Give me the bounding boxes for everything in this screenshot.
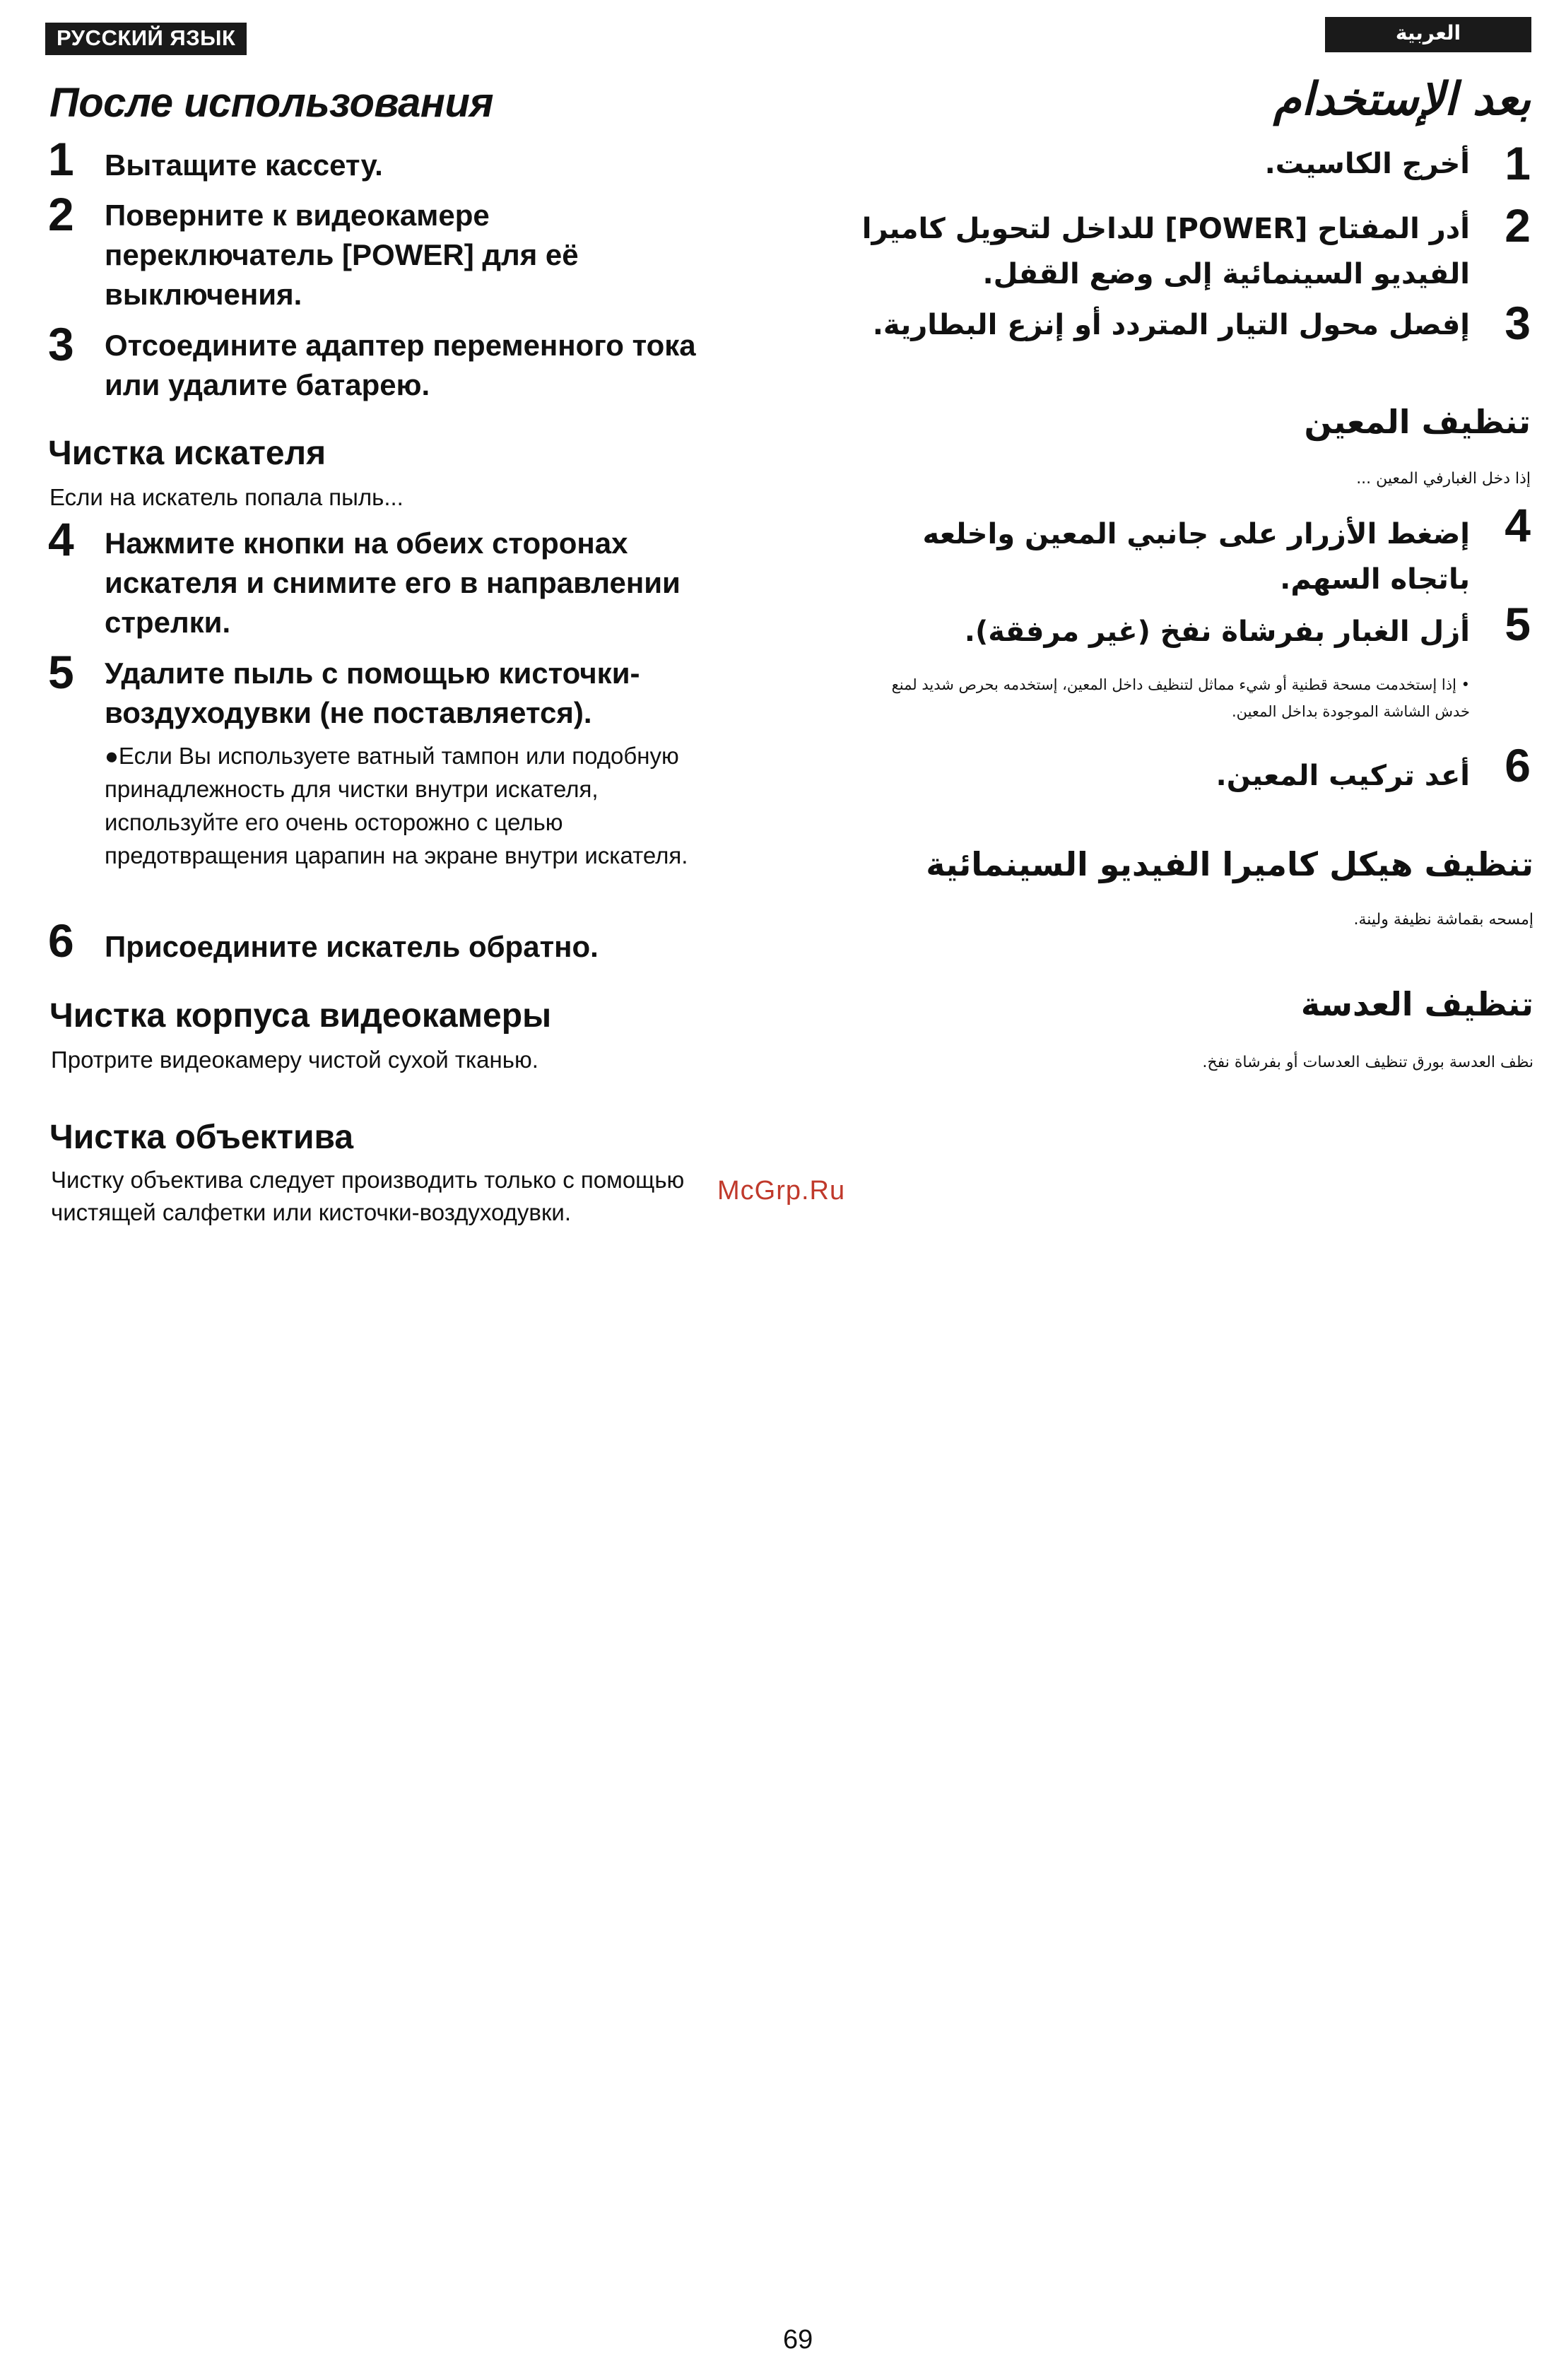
ar-step-1-number: 1 — [1505, 137, 1531, 189]
ar-step-5-number: 5 — [1505, 598, 1531, 650]
arabic-language-tag: العربية — [1325, 17, 1531, 52]
russian-title: После использования — [49, 80, 494, 126]
ar-step-1-text: أخرج الكاسيت. — [1264, 148, 1470, 180]
ru-step-1-text: Вытащите кассету. — [105, 148, 383, 182]
ru-step-3-number: 3 — [48, 318, 74, 370]
russian-column — [0, 0, 777, 2380]
watermark: McGrp.Ru — [717, 1176, 846, 1206]
ar-lens-cleaning-heading: تنظيف العدسة — [1300, 985, 1533, 1023]
ar-body-cleaning-text: إمسحه بقماشة نظيفة ولينة. — [1353, 911, 1533, 929]
ru-step-6-number: 6 — [48, 914, 74, 967]
ru-step-4-number: 4 — [48, 513, 74, 565]
ar-step-2-text: أدر المفتاح [POWER] للداخل لتحويل كاميرا الفيديو السينمائية إلى وضع القفل. — [861, 213, 1470, 290]
ru-step-2-number: 2 — [48, 188, 74, 240]
ru-body-cleaning-heading: Чистка корпуса видеокамеры — [49, 997, 552, 1035]
ru-step-4-text: Нажмите кнопки на обеих сторонах искателя и снимите его в направлении стрелки. — [105, 526, 681, 639]
ar-viewfinder-heading: تنظيف المعين — [1304, 403, 1531, 441]
arabic-column — [777, 0, 1566, 2380]
ru-viewfinder-intro: Если на искатель попала пыль... — [49, 484, 404, 510]
ar-step-2-number: 2 — [1505, 199, 1531, 252]
ru-step-6-text: Присоедините искатель обратно. — [105, 930, 599, 963]
ar-step-4-text: إضغط الأزرار على جانبي المعين واخلعه باتجاه السهم. — [922, 518, 1470, 596]
ru-lens-cleaning-text: Чистку объектива следует производить только с помощью чистящей салфетки или кисточки-воздуходувки. — [51, 1167, 685, 1225]
ru-step-5-text: Удалите пыль с помощью кисточки-воздуходувки (не поставляется). — [105, 656, 640, 729]
russian-language-tag: РУССКИЙ ЯЗЫК — [45, 23, 247, 55]
ru-viewfinder-note: ●Если Вы используете ватный тампон или подобную принадлежность для чистки внутри искателя, используйте его очень осторожно с целью предотвращения царапин на экране внутри искателя. — [105, 743, 688, 868]
arabic-title: بعد الإستخدام — [1273, 73, 1531, 126]
ru-lens-cleaning-heading: Чистка объектива — [49, 1119, 354, 1156]
ar-step-4-number: 4 — [1505, 499, 1531, 551]
ar-step-6-text: أعد تركيب المعين. — [1215, 760, 1470, 792]
ru-step-3-text: Отсоедините адаптер переменного тока или удалите батарею. — [105, 329, 696, 401]
ru-viewfinder-heading: Чистка искателя — [48, 435, 326, 472]
ar-body-cleaning-heading: تنظيف هيكل كاميرا الفيديو السينمائية — [926, 845, 1533, 883]
ru-step-1-number: 1 — [48, 133, 74, 185]
ar-viewfinder-intro: إذا دخل الغبارفي المعين ... — [1356, 470, 1531, 488]
ar-step-6-number: 6 — [1505, 739, 1531, 791]
ar-viewfinder-note: • إذا إستخدمت مسحة قطنية أو شيء مماثل لتنظيف داخل المعين، إستخدمه بحرص شديد لمنع خدش الشاشة الموجودة بداخل المعين. — [891, 676, 1470, 720]
ru-step-2-text: Поверните к видеокамере переключатель [POWER] для её выключения. — [105, 199, 579, 311]
ar-step-5-text: أزل الغبار بفرشاة نفخ (غير مرفقة). — [964, 615, 1470, 648]
ru-body-cleaning-text: Протрите видеокамеру чистой сухой тканью. — [51, 1047, 538, 1073]
ar-step-3-number: 3 — [1505, 297, 1531, 349]
ar-step-3-text: إفصل محول التيار المتردد أو إنزع البطارية. — [872, 309, 1470, 341]
ru-step-5-number: 5 — [48, 646, 74, 698]
ar-lens-cleaning-text: نظف العدسة بورق تنظيف العدسات أو بفرشاة نفخ. — [1202, 1054, 1533, 1071]
page-number: 69 — [783, 2325, 813, 2355]
